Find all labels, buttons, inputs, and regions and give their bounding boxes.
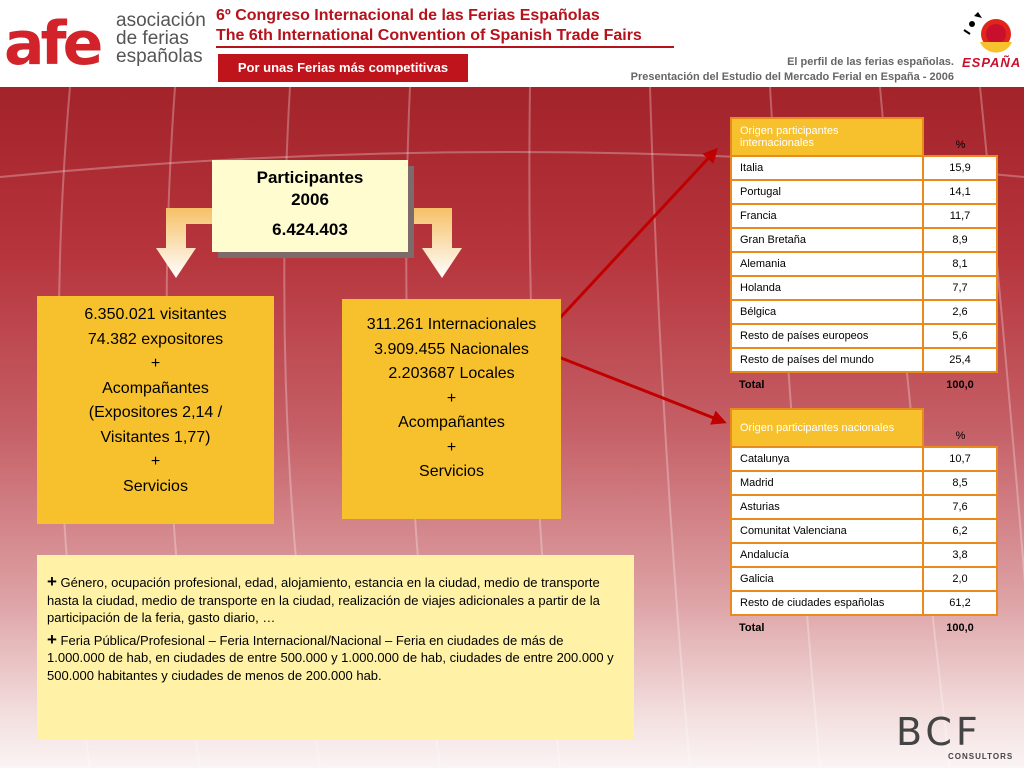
box-line: + bbox=[446, 438, 457, 456]
table-row bbox=[731, 180, 997, 204]
table-row bbox=[731, 591, 997, 615]
table-header-row bbox=[731, 118, 997, 156]
bcf-letters: BCF bbox=[896, 710, 982, 754]
table-row bbox=[731, 567, 997, 591]
box-line: 74.382 expositores bbox=[87, 330, 224, 348]
box-line: 3.909.455 Nacionales bbox=[374, 340, 529, 358]
table-row bbox=[731, 348, 997, 372]
total-label: Total bbox=[739, 378, 765, 391]
row-name: Catalunya bbox=[731, 447, 923, 471]
title-line1: 6º Congreso Internacional de las Ferias Españolas bbox=[216, 7, 600, 24]
row-name: Alemania bbox=[731, 252, 923, 276]
bcf-logo bbox=[896, 708, 1020, 764]
row-name: Resto de países del mundo bbox=[731, 348, 923, 372]
row-value: 61,2 bbox=[923, 591, 997, 615]
row-name: Holanda bbox=[731, 276, 923, 300]
row-name: Resto de países europeos bbox=[731, 324, 923, 348]
table-row bbox=[731, 300, 997, 324]
arrow-to-national-icon bbox=[556, 356, 724, 422]
box-line: Servicios bbox=[123, 477, 188, 495]
row-value: 15,9 bbox=[923, 156, 997, 180]
arrow-to-international-icon bbox=[558, 150, 716, 320]
note-text: Feria Pública/Profesional – Feria Internacional/Nacional – Feria en ciudades de más de 1.000.000 de hab, en ciudades de entre 500.000 y 1.000.000 de hab, ciudades de entre 200.000 y 500.000 habitantes y ciudades de menos de 200.000 hab. bbox=[47, 632, 614, 683]
table-row bbox=[731, 252, 997, 276]
box-line: 6.350.021 visitantes bbox=[84, 306, 227, 323]
box-line: Visitantes 1,77) bbox=[100, 428, 211, 446]
row-name: Francia bbox=[731, 204, 923, 228]
national-table bbox=[730, 408, 998, 639]
table-row bbox=[731, 276, 997, 300]
row-name: Gran Bretaña bbox=[731, 228, 923, 252]
participants-title: Participantes bbox=[256, 168, 364, 187]
logo-line: de ferias bbox=[116, 28, 189, 49]
participants-total: 6.424.403 bbox=[272, 220, 348, 239]
table-row bbox=[731, 495, 997, 519]
total-row bbox=[731, 615, 997, 639]
row-name: Resto de ciudades españolas bbox=[731, 591, 923, 615]
table-header-row bbox=[731, 409, 997, 447]
row-value: 11,7 bbox=[923, 204, 997, 228]
plus-icon: + bbox=[47, 572, 57, 591]
row-name: Comunitat Valenciana bbox=[731, 519, 923, 543]
table-row bbox=[731, 156, 997, 180]
row-value: 7,6 bbox=[923, 495, 997, 519]
box-line: + bbox=[446, 389, 457, 407]
table-row bbox=[731, 519, 997, 543]
tagline-banner: Por unas Ferias más competitivas bbox=[218, 54, 468, 82]
origin-box bbox=[342, 299, 561, 519]
pct-header: % bbox=[955, 430, 966, 442]
note-paragraph bbox=[47, 631, 622, 685]
table-header: Origen participantes internacionales bbox=[731, 118, 923, 156]
espana-logo-text: ESPAÑA bbox=[962, 55, 1022, 70]
row-value: 14,1 bbox=[923, 180, 997, 204]
total-label: Total bbox=[739, 621, 765, 634]
row-value: 8,9 bbox=[923, 228, 997, 252]
table-header: Origen participantes nacionales bbox=[731, 409, 923, 447]
row-name: Portugal bbox=[731, 180, 923, 204]
row-name: Galicia bbox=[731, 567, 923, 591]
total-value: 100,0 bbox=[946, 621, 974, 634]
total-row bbox=[731, 372, 997, 396]
visitors-box bbox=[37, 296, 274, 524]
row-name: Bélgica bbox=[731, 300, 923, 324]
logo-line: españolas bbox=[116, 46, 203, 67]
subtitle-line2: Presentación del Estudio del Mercado Ferial en España - 2006 bbox=[630, 71, 954, 83]
table-row bbox=[731, 471, 997, 495]
title-line2: The 6th International Convention of Spanish Trade Fairs bbox=[216, 27, 642, 44]
participants-box bbox=[212, 160, 408, 252]
international-table bbox=[730, 117, 998, 396]
bcf-subtitle: CONSULTORS bbox=[948, 752, 1014, 761]
pct-header: % bbox=[955, 139, 966, 151]
box-line: 311.261 Internacionales bbox=[366, 316, 537, 333]
table-row bbox=[731, 447, 997, 471]
table-row bbox=[731, 324, 997, 348]
box-line: + bbox=[150, 355, 161, 372]
box-line: Acompañantes bbox=[102, 379, 209, 397]
row-value: 3,8 bbox=[923, 543, 997, 567]
row-value: 8,1 bbox=[923, 252, 997, 276]
notes-box bbox=[37, 555, 634, 740]
row-value: 6,2 bbox=[923, 519, 997, 543]
row-value: 7,7 bbox=[923, 276, 997, 300]
box-line: 2.203687 Locales bbox=[388, 365, 515, 382]
row-value: 2,0 bbox=[923, 567, 997, 591]
row-value: 25,4 bbox=[923, 348, 997, 372]
table-row bbox=[731, 228, 997, 252]
row-name: Madrid bbox=[731, 471, 923, 495]
logo-line: asociación bbox=[116, 10, 206, 31]
box-line: + bbox=[150, 453, 161, 470]
row-name: Asturias bbox=[731, 495, 923, 519]
box-line: Servicios bbox=[419, 463, 484, 480]
plus-icon: + bbox=[47, 629, 57, 649]
box-line: Acompañantes bbox=[398, 414, 505, 431]
row-value: 10,7 bbox=[923, 447, 997, 471]
table-row bbox=[731, 543, 997, 567]
box-line: (Expositores 2,14 / bbox=[88, 404, 223, 421]
note-paragraph bbox=[47, 573, 622, 627]
row-value: 2,6 bbox=[923, 300, 997, 324]
row-value: 5,6 bbox=[923, 324, 997, 348]
subtitle-line1: El perfil de las ferias españolas. bbox=[787, 56, 954, 68]
total-value: 100,0 bbox=[946, 378, 974, 391]
note-text: Género, ocupación profesional, edad, alojamiento, estancia en la ciudad, medio de transporte hasta la ciudad, medio de transporte en la ciudad, realización de viajes adicionales a partir de la participación de la feria, gasto diario, … bbox=[47, 575, 600, 625]
logo-mark: afe bbox=[4, 9, 100, 79]
participants-year: 2006 bbox=[291, 190, 329, 209]
row-name: Andalucía bbox=[731, 543, 923, 567]
row-name: Italia bbox=[731, 156, 923, 180]
table-row bbox=[731, 204, 997, 228]
row-value: 8,5 bbox=[923, 471, 997, 495]
